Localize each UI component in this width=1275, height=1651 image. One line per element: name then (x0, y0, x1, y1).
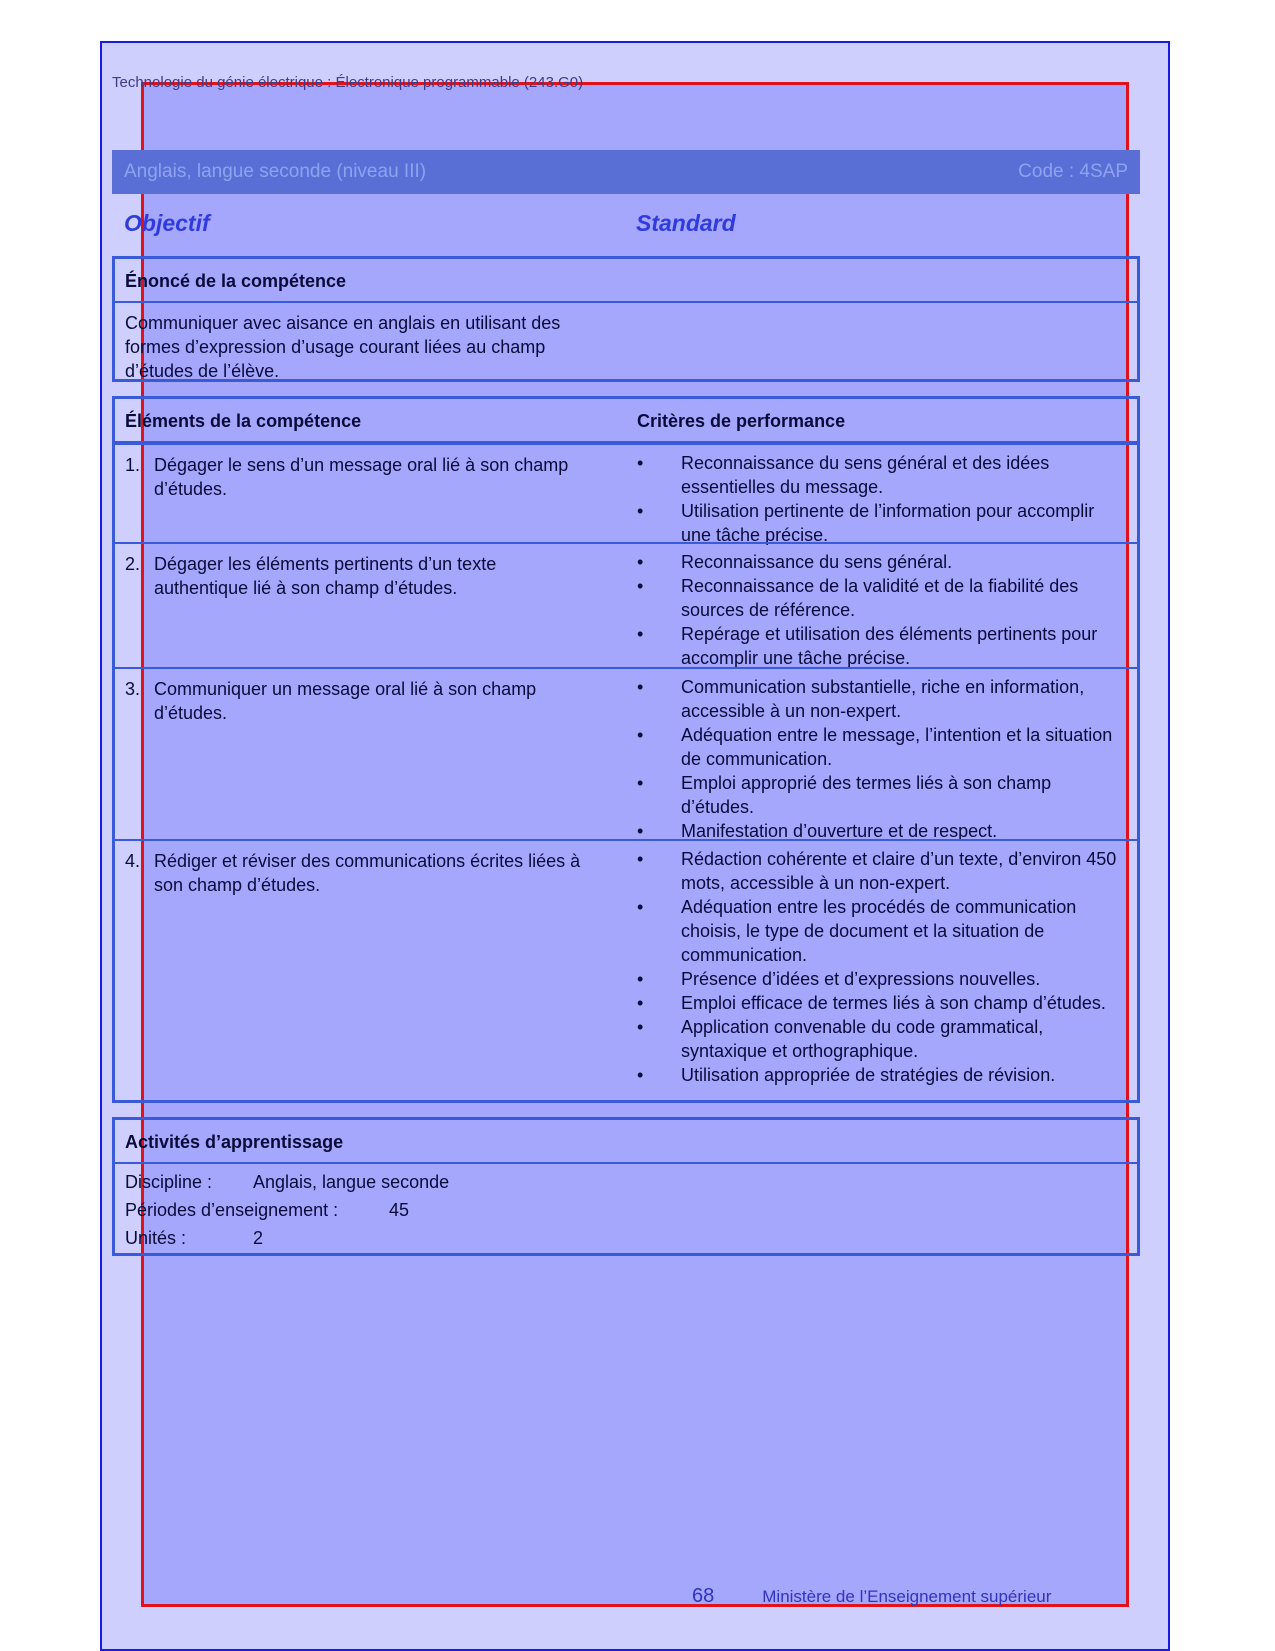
element-text: Rédiger et réviser des communications écrites liées à son champ d’études. (154, 851, 581, 895)
element-text: Dégager les éléments pertinents d’un texte authentique lié à son champ d’études. (154, 554, 497, 598)
criteria-list (637, 675, 1117, 843)
element-number: 1. (125, 455, 141, 475)
list-item (637, 847, 1117, 895)
criterion-text: Application convenable du code grammatical, syntaxique et orthographique. (681, 1017, 1044, 1061)
bullet-icon: • (637, 849, 644, 869)
units-line (115, 1222, 1137, 1250)
table-row (115, 667, 1137, 839)
table-row (115, 839, 1137, 1101)
element-4 (125, 849, 595, 897)
table-row (115, 542, 1137, 667)
bullet-icon: • (637, 1065, 644, 1085)
element-3 (125, 677, 595, 725)
statement-box (112, 256, 1140, 382)
list-item (637, 991, 1117, 1015)
ministry-name: Ministère de l’Enseignement supérieur (762, 1587, 1052, 1606)
elements-table-header (115, 399, 1137, 443)
elements-heading: Éléments de la compétence (125, 411, 362, 431)
list-item (637, 550, 1117, 574)
discipline-line (115, 1164, 1137, 1194)
element-number: 4. (125, 851, 141, 871)
criterion-text: Emploi efficace de termes liés à son champ d’études. (681, 993, 1106, 1013)
list-item (637, 723, 1117, 771)
list-item (637, 499, 1117, 547)
page-number: 68 (692, 1585, 715, 1607)
list-item (637, 675, 1117, 723)
element-2 (125, 552, 595, 600)
criteria-list (637, 847, 1117, 1087)
list-item (637, 1015, 1117, 1063)
criterion-text: Utilisation appropriée de stratégies de révision. (681, 1065, 1056, 1085)
bullet-icon: • (637, 677, 644, 697)
criterion-text: Manifestation d’ouverture et de respect. (681, 821, 998, 841)
criterion-text: Adéquation entre les procédés de communication choisis, le type de document et la situation de communication. (681, 897, 1077, 965)
list-item (637, 771, 1117, 819)
criteria-list (637, 550, 1117, 670)
units-value: 2 (253, 1228, 264, 1248)
activities-heading (115, 1120, 1137, 1164)
program-title: Technologie du génie électrique : Électronique programmable (243.G0) (112, 74, 584, 91)
bullet-icon: • (637, 993, 644, 1013)
element-text: Dégager le sens d’un message oral lié à son champ d’études. (154, 455, 569, 499)
criteria-heading: Critères de performance (637, 411, 846, 431)
bullet-icon: • (637, 453, 644, 473)
criterion-text: Rédaction cohérente et claire d’un texte, d’environ 450 mots, accessible à un non-expert. (681, 849, 1117, 893)
bullet-icon: • (637, 552, 644, 572)
bullet-icon: • (637, 576, 644, 596)
statement-text: Communiquer avec aisance en anglais en utilisant des formes d’expression d’usage courant liées au champ d’études de l’élève. (125, 313, 561, 381)
element-text: Communiquer un message oral lié à son champ d’études. (154, 679, 537, 723)
criteria-list (637, 451, 1117, 547)
list-item (637, 622, 1117, 670)
criterion-text: Communication substantielle, riche en information, accessible à un non-expert. (681, 677, 1085, 721)
discipline-value: Anglais, langue seconde (253, 1172, 450, 1192)
section-bar (112, 150, 1140, 194)
objective-heading: Objectif (124, 210, 210, 236)
units-label: Unités : (125, 1228, 187, 1248)
bullet-icon: • (637, 969, 644, 989)
list-item (637, 1063, 1117, 1087)
criterion-text: Reconnaissance du sens général. (681, 552, 953, 572)
standard-heading: Standard (636, 210, 736, 236)
criterion-text: Reconnaissance de la validité et de la fiabilité des sources de référence. (681, 576, 1079, 620)
criterion-text: Repérage et utilisation des éléments pertinents pour accomplir une tâche précise. (681, 624, 1098, 668)
bullet-icon: • (637, 501, 644, 521)
course-code: Code : 4SAP (1018, 161, 1128, 182)
activities-box (112, 1117, 1140, 1256)
list-item (637, 451, 1117, 499)
criterion-text: Adéquation entre le message, l’intention et la situation de communication. (681, 725, 1113, 769)
criterion-text: Emploi approprié des termes liés à son champ d’études. (681, 773, 1052, 817)
course-title: Anglais, langue seconde (niveau III) (124, 161, 427, 182)
periods-value: 45 (389, 1200, 410, 1220)
list-item (637, 967, 1117, 991)
element-number: 2. (125, 554, 141, 574)
table-row (115, 443, 1137, 545)
bullet-icon: • (637, 773, 644, 793)
periods-line (115, 1194, 1137, 1222)
activities-heading-text: Activités d’apprentissage (125, 1132, 344, 1152)
criterion-text: Présence d’idées et d’expressions nouvelles. (681, 969, 1041, 989)
statement-heading (115, 259, 1137, 303)
criterion-text: Utilisation pertinente de l’information pour accomplir une tâche précise. (681, 501, 1095, 545)
discipline-label: Discipline : (125, 1172, 213, 1192)
column-headings (124, 210, 1134, 240)
criterion-text: Reconnaissance du sens général et des idées essentielles du message. (681, 453, 1050, 497)
list-item (637, 574, 1117, 622)
bullet-icon: • (637, 897, 644, 917)
list-item (637, 895, 1117, 967)
element-1 (125, 453, 595, 501)
element-number: 3. (125, 679, 141, 699)
statement-heading-text: Énoncé de la compétence (125, 271, 347, 291)
bullet-icon: • (637, 725, 644, 745)
bullet-icon: • (637, 624, 644, 644)
bullet-icon: • (637, 821, 644, 841)
elements-table (112, 396, 1140, 1103)
periods-label: Périodes d’enseignement : (125, 1200, 339, 1220)
bullet-icon: • (637, 1017, 644, 1037)
page-footer (692, 1585, 1051, 1608)
